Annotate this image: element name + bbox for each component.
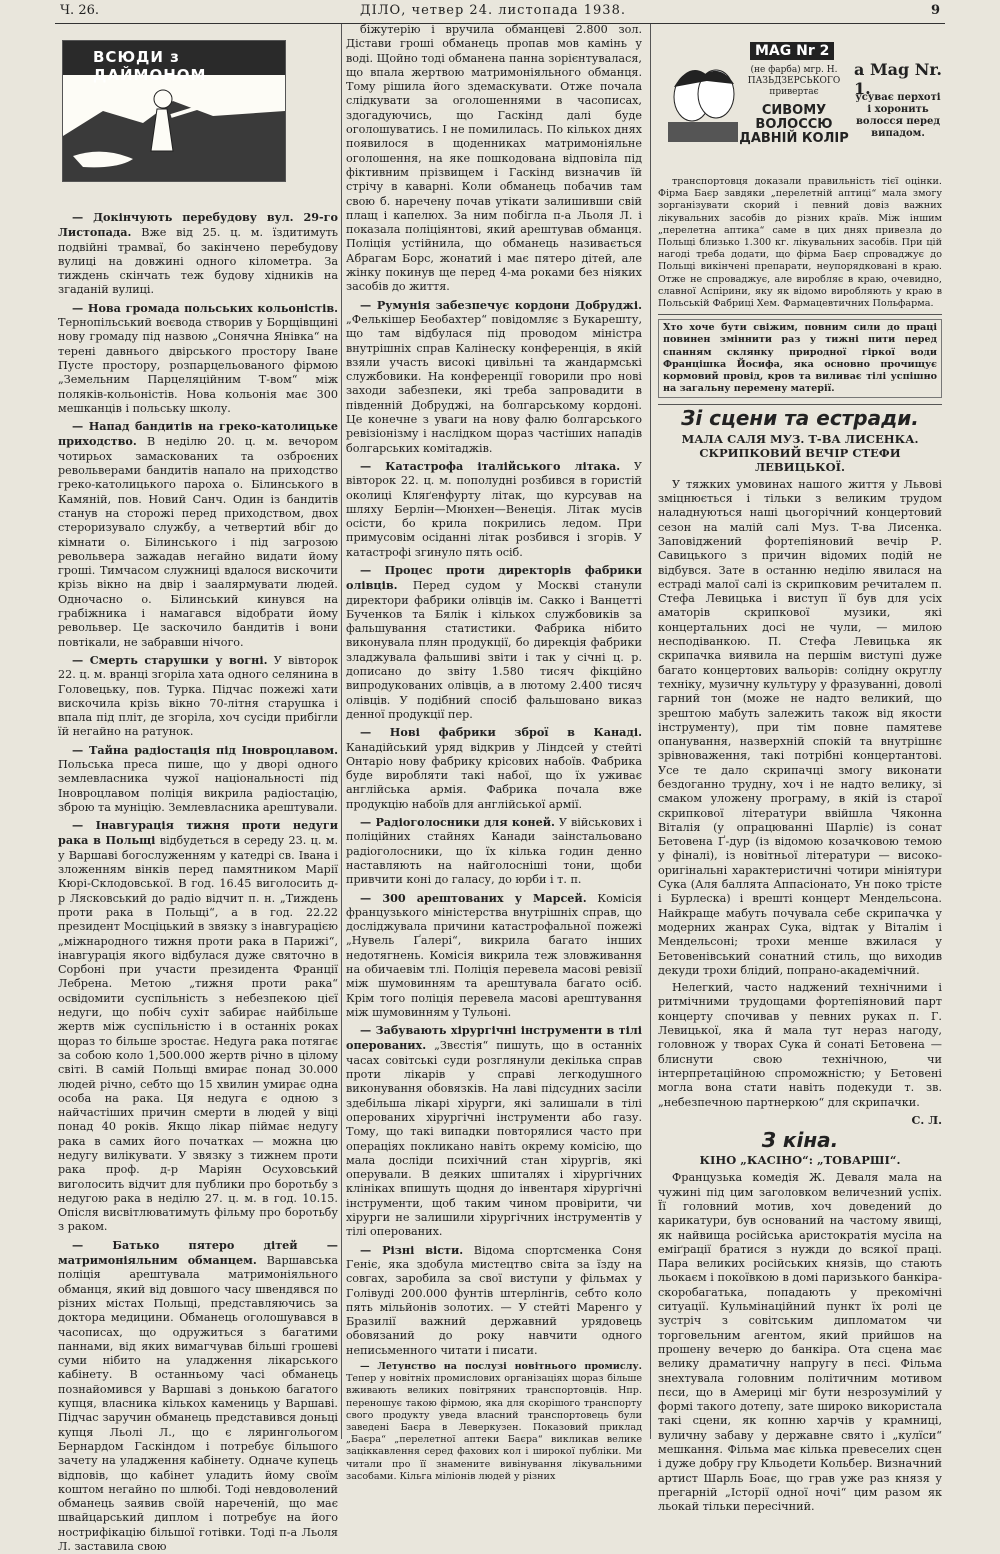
theatre-paragraph: У тяжких умовинах нашого життя у Львові зміцнюється і тільки з великим трудом наладнуються наші цьогорічний концертовий сезон на малій салі Муз. Т-ва Лисенка. Заповіджений фортепіяновий вечір Р. Савицького з причин відомих подій не відбувся. Зате в останню неділю явилася на естраді малої салі із скрипковим речиталем п. Стефа Левицька і виступ її був для усіх аматорів скрипкової музики, які концертальних досі не чули, — милою несподіванкою. П. Стефа Левицька як скрипачка виявила на першім виступі дуже багато концертових вальорів: солідну округлу техніку, музичну культуру у фразуванні, доволі гарний тон (може не надто великий, що зрештою мабуть залежить також від якости інструменту), при тім повне памятеве опанування, назверхній спокій та внутрішнє зрівноваження, такі потрібні концертантові. Усе те дало скрипачці змогу виконати бездоганно трудну, хоч і не надто велику, зі смаком уложену програму, в якій із старої скрипкової літератури ввійшла Чяконна Віталія (у опрацюванні Шарліє) із сонат Бетовена Ґ-дур (із відомою козачковою темою у фіналі), із новітньої літератури — високо-оригінальні характеристичні чотири мініятури Сука (Аля баллята Аппасіонато, Ун поко трісте і Бурлеска) і врешті концерт Мендельсона. Найкраще мабуть почувала себе скрипачка у модерних жанрах Сука, відтак у Віталім і Мендельсоні; трохи менше вжилася у Бетовенівський сонатний стиль, що виходив декуди трохи блідий, попрано-академічний.: [658, 477, 942, 977]
news-item: — Різні вісти. Відома спортсменка Соня Геніє, яка здобула мистецтво світа за їзду на совгах, заробила за свої виступи у фільмах у Голівуді 200.000 фунтів штерлінгів, себто коло пять мільйонів золотих. — У стейті Маренго у Бразилії важний державний урядовець обовязаний до року навчити одного неписьменного читати і писати.: [346, 1242, 642, 1357]
rule: [658, 404, 942, 405]
issue-date: четвер 24. листопада 1938.: [411, 3, 626, 18]
news-item: — Забувають хірургічні інструменти в тілі оперованих. „Звєстія“ пишуть, що в останніх часах совітські суди розглянули декілька справ проти лікарів у справі легкодушного виконування обовязків. На лаві підсудних засіли здебільша лікарі хірурги, які залишали в тілі оперованих хірургічні інструменти або газу. Тому, що такі випадки повторялися часто при операціях покликано навіть окрему комісію, що мала досліди психічний стан хірургів, які оперували. В деяких шпиталях і хірургічних клініках впишуть щодня до інвентаря хірургічні інструменти, щоб таким чином провірити, чи хірурги не залишили хірургічних інструментів у тілі оперованих.: [346, 1023, 642, 1239]
news-item: — Батько пятеро дітей — матримоніяльним обманцем. Варшавська поліція арештувала матримоніяльного обманця, який від довшого часу швендявся по різних містах Польщі, представляючись за доктора медицини. Обманець оголошувався в часописах, що одружиться з багатими паннами, від яких вимагчував більші грошеві суми нібито на уладження лікарського кабінету. В останньому часі обманець познайомився у Варшаві з донькою багатого купця, власника кількох камениць у Варшаві. Підчас заручин обманець представився доньці купця Льолі Л., що є лярингольогом Бернардом Гаскіндом і потребує більшого зачету на уладження кабінету. Одначе купець відповів, що кабінет уладить йому своїм коштом негайно по шлюбі. Тоді невдоволений обманець заявив своїй нареченій, що має швайцарський диплом і потребує на його нострифікацію більшої готівки. Тоді п-а Льоля Л. заставила свою: [58, 1237, 339, 1554]
bayer-article-end: транспортовця доказали правильність тієї оцінки. Фірма Баєр завдяки „перелетній аптиці“ мала змогу зорганізувати скорий і певний довіз важних лікувальних засобів до різних країв. Між іншим „перелетна аптика“ саме в цих днях привезла до Польщі близько 1.300 кг. лікувальних засобів. При цій нагоді треба додати, що фірма Баєр спроваджує до Польщі викінчені препарати, неупорядковані в краю. Отже не спроваджує, але виробляє в краю, очевидно, славної Аспірини, яку як відомо виробляють у краю в Польській Фабриці Хем. Фармацевтичних Польфарма.: [658, 176, 942, 310]
mag-subtitle: (не фарба) мгр. Н. ПАЗЬДЗЕРСЬКОГО привертає: [747, 65, 841, 97]
news-item: — Румунія забезпечує кордони Добруджі. „Фелькішер Беобахтер“ повідомляє з Букарешту, що там відбулася під проводом міністра внутрішніх справ Калінеску конференція, в якій взяли участь високі цивільні та жандармські службовики. На конференції говорили про нові заходи забезпеки, які треба запровадити в південній Добруджі, на болгарському кордоні. Це конечне з уваги на нову фалю болгарського ревізіонізму і наслідком щораз частіших нападів болгарських комітаджів.: [346, 297, 642, 455]
theatre-signature: С. Л.: [911, 1112, 942, 1127]
daimon-advertisement: [62, 40, 286, 182]
newspaper-title: ДІЛО, четвер 24. листопада 1938.: [360, 3, 626, 18]
news-item: — 300 арештованих у Марсей. Комісія французького міністерства внутрішніх справ, що досліджувала причини катастрофальної пожежі „Нувель Ґалері“, викрила багато інших недотягнень. Комісія викрила теж зловживання на обичаевім тлі. Поліція перевела масові ревізії між шумовинням та арештувала багато осіб. Крім того поліція перевела масові арештування між шумовинням у Тульоні.: [346, 890, 642, 1019]
theatre-section-title: Зі сцени та естради.: [681, 406, 919, 431]
news-item: — Нові фабрики зброї в Канаді. Канадійський уряд відкрив у Ліндсей у стейті Онтаріо нову фабрику крісових набоїв. Фабрика буде виробляти такі набої, що їх уживає англійська армія. Фабрика почала вже продукцію набоїв для англійської армії.: [346, 725, 642, 811]
cinema-paragraph: Французька комедія Ж. Деваля мала на чужині під цим заголовком величезний успіх. Її головний мотив, хоч доведений до карикатури, був оснований на частому явищі, як найвища російська аристократія мусіла на еміґрації братися з нужди до всякої праці. Пара великих російських князів, що стають льокаєм і покоївкою в домі паризького банкіра-скоробагатька, попадають у прекомічні ситуації. Кульмінаційний пункт їх ролі це зустріч з совітським дипломатом чи торговельним агентом, який прийшов на прошену вечерю до банкіра. Ота сцена має велику драматичну напругу в пєсі. Фільма знехтувала головним політичним мотивом пєси, що в Америці міг бути незрозумілий у формі такого дотепу, зате широко використала такі сцени, як копню харчів у крамниці, вуличну забаву у державне свято і „кулїси“ мешкання. Фільма має кілька превеселих сцен і дуже добру гру Кльодети Кольбер. Визначний артист Шарль Боає, що грав уже раз князя у прегарній „Історії одної ночі“ цим разом як льокай тільки пересічний.: [658, 1171, 942, 1514]
page-number: 9: [930, 3, 940, 18]
column-1: [58, 210, 339, 1554]
cinema-subheading: КІНО „КАСІНО“: „ТОВАРШІ“.: [699, 1153, 901, 1168]
theatre-paragraph: Нелегкий, часто наджений технічними і ритмічними трудощами фортепіяновий парт концерту спочивав у певних руках п. Г. Левицької, яка й мала тут нераз нагоду, головнож у творах Сука й сонаті Бетовена — блиснути свою технічною, чи інтерпретаційною спроможністю; у Бетовені могла вона стати навіть подекуди т. зв. „небезпечною партнеркою“ для скрипачки.: [658, 981, 942, 1109]
news-item: біжутерію і вручила обманцеві 2.800 зол. Дістави гроші обманець пропав мов камінь у воді. Щойно тоді обманена панна зорієнтувалася, що впала жертвою матримоніяльного обманця. Тому рішила його здемаскувати. Отже почала слідкувати за оголошеннями в часописах, здогадуючись, що Гаскінд далі буде оголошуватись. І не помилилась. По кількох днях появилося в щоденниках матримоніяльне оголошення, на яке пошкодована відповіла під фіктивним прізвищем і Гаскінд визначив їй стрічу в каварні. Коли обманець побачив там свою б. наречену почав утікати залишивши свій плащ і капелюх. За ним побігла п-а Льоля Л. і показала поліціянтові, який арештував обманця. Поліція устійнила, що обманець називається Абрагам Борс, жонатий і має пятеро дітей, але жінку покинув ще перед 4-ма роками без ніяких засобів до життя.: [346, 23, 642, 294]
mag-slogan: СИВОМУ ВОЛОССЮ ДАВНІЙ КОЛІР: [739, 103, 849, 146]
news-item: — Докінчують перебудову вул. 29-го Листопада. Вже від 25. ц. м. їздитимуть подвійні трамваї, бо закінчено перебудову вулиці на довжині одного кілометра. За тиждень скінчать теж будову хідників на згаданій вулиці.: [58, 210, 339, 297]
news-item: — Напад бандитів на греко-католицьке приходство. В неділю 20. ц. м. вечором чотирьох замаскованих та озброєних револьверами бандитів напало на приходство греко-католицького пароха о. Білинського в Камяній, пов. Новий Санч. Один із бандитів станув на сторожі перед приходством, двох стероризувало службу, а четвертий вбіг до кімнати о. Білинського і під загрозою револьвера зажадав негайно видати йому гроші. Тимчасом служниці вдалося вискочити крізь вікно на двір і заалярмувати людей. Одночасно о. Білинський кинувся на грабіжника і намагався відобрати йому револьвер. Це заскочило бандитів і вони повтікали, не забравши нічого.: [58, 419, 339, 649]
news-item: — Радіоголосники для коней. У військових і поліційних стайнях Канади заінстальовано радіоголосники, що їх кілька годин денно наставляють на найголосніші тони, щоби привчити коні до галасу, до юрби і т. п.: [346, 815, 642, 887]
column-rule-1: [341, 24, 342, 1439]
theatre-subheading: МАЛА САЛЯ МУЗ. Т-ВА ЛИСЕНКА. СКРИПКОВИЙ ВЕЧІР СТЕФИ ЛЕВИЦЬКОЇ.: [681, 431, 919, 474]
mag2-badge: MAG Nr 2: [750, 42, 834, 60]
rule: [658, 314, 942, 315]
column-3: [658, 176, 942, 1514]
news-item: — Тайна радіостація під Іновроцлавом. Польська преса пише, що у дворі одного землевласника чужої національності під Іновроцлавом поліція викрила радіостацію, зброю та муніцію. Землевласника арештували.: [58, 742, 338, 814]
cinema-section-title: З кіна.: [761, 1128, 839, 1153]
news-item: — Нова громада польських кольоністів. Тернопільський воєвода створив у Борщівщині нову громаду під назвою „Сонячна Янівка“ на терені давнього двірського простору Іване Пусте простору, розпарцельованого фірмою „Земельним Парцеляційним Т-вом“ між поляків-кольоністів. Нова кольонія має 300 мешканців і польську школу.: [58, 300, 338, 415]
news-item: — Інавгурація тижня проти недуги рака в Польщі відбудеться в середу 23. ц. м. у Варшаві богослуженням у катедрі св. Івана і зложенням вінків перед памятником Марії Кюрі-Склодовської. В год. 16.45 виголосить д-р Лясковський до радіо відчит п. н. „Тиждень проти рака в Польщі“, а в год. 22.22 президент Мосціцький в звязку з інавгурацією „міжнародного тижня проти рака в Парижі“, інавгурація якого відбулася дуже святочно в Сорбоні при участи президента Франції Лебрена. Метою „тижня проти рака“ освідомити суспільність з небезпекою цієї недуги, що побіч сухіт забирає найбільше жертв між суспільністю і в останніх роках щораз то більше зростає. Недуга рака потягає за собою коло 1,500.000 жертв річно в цілому світі. В самій Польщі вмирає понад 30.000 людей річно, себто що 15 хвилин умирає одна особа на рака. Ця недуга є одною з найчастіших причин смерти в людей у віці понад 40 років. Якщо лікар піймає недугу рака в самих його початках — можна цю недугу вилікувати. У звязку з тижнем проти рака проф. д-р Маріян Осуховський виголосить відчит для публики про боротьбу з недугою рака в неділю 27. ц. м. в год. 10.15. Опісля висвітлюватимуть фільму про боротьбу з раком.: [58, 818, 339, 1234]
mag1-text: усуває перхоті і хоронить волосся перед випадом.: [855, 92, 941, 139]
news-item: — Катастрофа італійського літака. У вівторок 22. ц. м. пополудні розбився в гористій околиці Кляґенфурту літак, що курсував на шляху Берлін—Мюнхен—Венеція. Літак мусів осісти, бо крила покрились ледом. При примусовім осіданні літак розбився і згорів. У катастрофі згинуло пять осіб.: [346, 458, 642, 559]
ad-illustration: [63, 41, 285, 181]
mag1-name: а Mag Nr. 1.: [854, 60, 942, 98]
page-header: [60, 0, 940, 22]
news-item: — Процес проти директорів фабрики олівців. Перед судом у Москві станули директори фабрики олівців ім. Сакко і Ванцетті Бученков та Бялік і кількох службовиків за фальшування статистики. Фабрика нібито виконувала плян продукції, бо дирекція фабрики зладжувала фальшиві звіти і так у січні ц. р. дописано до звіту 1.580 тисяч фікційно випродукованих олівців, а в лютому 2.400 тисяч олівців. У подібний спосіб фальшовано виказ денної продукції пер.: [346, 562, 642, 721]
news-item: — Смерть старушки у вогні. У вівторок 22. ц. м. вранці згоріла хата одного селянина в Головецьку, пов. Турка. Підчас пожежі хати вискочила крізь вікно 70-літня старушка і впала під пліт, де згоріла, хоч сусіди прибігли їй негайно на ратунок.: [58, 652, 338, 739]
franz-josef-notice: Хто хоче бути свіжим, повним сили до праці повинен зміннити раз у тижні пити перед спанням склянку природної гіркої води Францішка Йосифа, яка основно прочищує кормовий провід, кров та виливає тілі успішно на загальну перемену матерії.: [658, 319, 942, 398]
ad-faces-illustration: [668, 42, 738, 147]
ad-slogan: ВСЮДИ з ДАЙМОНОМ: [93, 48, 207, 84]
mag-advertisement: [668, 40, 943, 152]
news-item-small: — Летунство на послузі новітнього промислу. Тепер у новітніх промислових організаціях щораз більше вживають великих повітряних транспортовців. Нпр. переношує такою фірмою, яка для скорішого транспорту свого продукту уведа власний транспортовець були заведені Баєра в Леверкузен. Показовий приклад „Баєра“ „перелетної аптеки Баєра“ викликав велике заціккавлення серед фахових кол і широкої публіки. Ми читали про її знамените вивінування лікувальними засобами. Кільга міліонів людей у різних: [346, 1361, 642, 1482]
column-2: [346, 22, 642, 1482]
issue-number: Ч. 26.: [60, 3, 99, 18]
column-rule-2: [650, 24, 651, 1439]
